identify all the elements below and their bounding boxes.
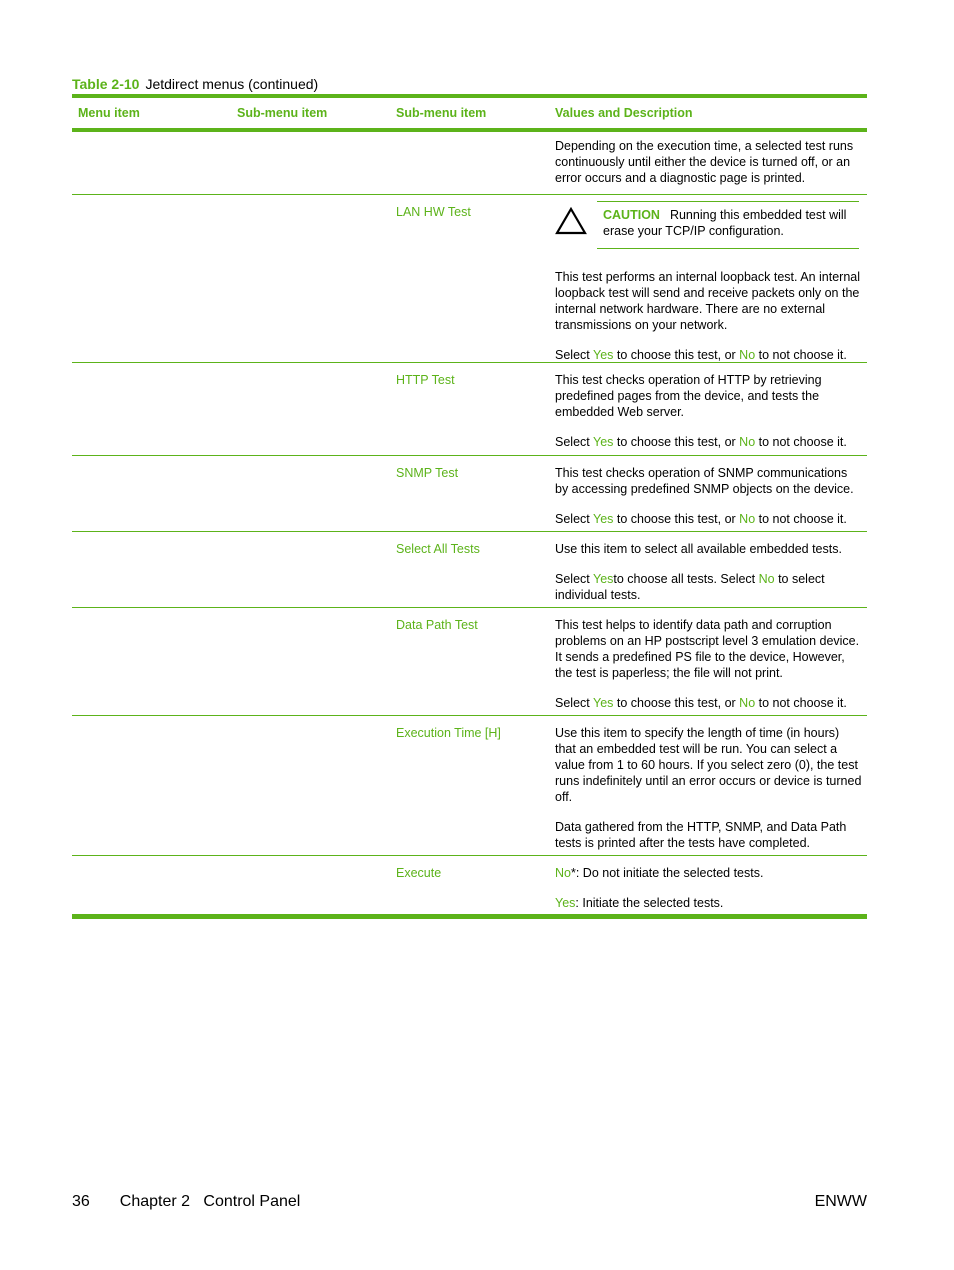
yes-option: Yes: [593, 696, 614, 710]
select-instruction: Select Yesto choose all tests. Select No to select individual tests.: [555, 572, 825, 602]
sub-menu-cell: [396, 132, 555, 194]
no-option: No: [739, 696, 756, 710]
description-text: Depending on the execution time, a selected test runs continuously until either the device is turned off, or an error occurs and a diagnostic page is printed.: [555, 139, 854, 185]
description-cell: [555, 608, 867, 715]
header-menu-item: Menu item: [78, 106, 140, 120]
caution-note: [555, 201, 863, 249]
description-text: This test performs an internal loopback test. An internal loopback test will send and receive packets only on the internal network hardware. There are no external transmissions on your network.: [555, 270, 861, 332]
select-instruction: Select Yes to choose this test, or No to not choose it.: [555, 512, 847, 526]
sub-menu-item-http-test: HTTP Test: [396, 373, 455, 387]
yes-option: Yes: [593, 348, 614, 362]
page-number: 36: [72, 1193, 90, 1210]
sub-menu-item-execution-time: Execution Time [H]: [396, 726, 501, 740]
page-footer: [72, 1192, 867, 1212]
table-row: [72, 132, 867, 195]
sub-menu-item-execute: Execute: [396, 866, 442, 880]
select-instruction: Select Yes to choose this test, or No to not choose it.: [555, 435, 847, 449]
no-option: No: [739, 348, 756, 362]
description-text: Use this item to specify the length of time (in hours) that an embedded test will be run. You can select a value from 1 to 60 hours. If you select zero (0), the test runs indefinitely until an error occurs or device is turned off.: [555, 726, 862, 804]
caution-text: Running this embedded test will erase your TCP/IP configuration.: [603, 208, 847, 238]
table-number: Table 2-10: [72, 76, 140, 92]
description-text: Data gathered from the HTTP, SNMP, and Data Path tests is printed after the tests have completed.: [555, 820, 847, 850]
table-row: [72, 716, 867, 856]
header-sub-menu-item-1: Sub-menu item: [237, 106, 328, 120]
table-row: [72, 856, 867, 914]
sub-menu-item-select-all-tests: Select All Tests: [396, 542, 480, 556]
table-header-row: [72, 98, 867, 128]
description-text: This test checks operation of HTTP by retrieving predefined pages from the device, and tests the embedded Web server.: [555, 373, 822, 419]
description-cell: [555, 132, 867, 194]
description-cell: [555, 856, 867, 914]
sub-menu-item-data-path-test: Data Path Test: [396, 618, 478, 632]
table-row: [72, 608, 867, 716]
table-caption: [72, 75, 318, 93]
table-bottom-rule: [72, 914, 867, 919]
warning-triangle-icon: [555, 201, 597, 249]
table-row: [72, 363, 867, 456]
caution-label: CAUTION: [603, 208, 660, 222]
no-option: No: [758, 572, 775, 586]
sub-menu-item-lan-hw-test: LAN HW Test: [396, 205, 471, 219]
caution-box: [597, 201, 859, 249]
table-title: Jetdirect menus (continued): [145, 76, 319, 92]
yes-option: Yes: [593, 512, 614, 526]
yes-option: Yes: [593, 435, 614, 449]
select-instruction: Select Yes to choose this test, or No to not choose it.: [555, 348, 847, 362]
description-cell: [555, 195, 867, 362]
table-row: [72, 532, 867, 608]
header-sub-menu-item-2: Sub-menu item: [396, 106, 487, 120]
description-text: Use this item to select all available embedded tests.: [555, 542, 842, 556]
description-cell: [555, 456, 867, 531]
select-instruction: Select Yes to choose this test, or No to not choose it.: [555, 696, 847, 710]
description-text: This test helps to identify data path and corruption problems on an HP postscript level 3 emulation device. It sends a predefined PS file to the device, However, the test is paperless; the file will not print.: [555, 618, 860, 680]
description-cell: [555, 716, 867, 855]
no-option: No: [739, 512, 756, 526]
header-values-description: Values and Description: [555, 106, 693, 120]
option-no: No*: Do not initiate the selected tests.: [555, 866, 764, 880]
description-cell: [555, 363, 867, 455]
table-row: [72, 456, 867, 532]
description-cell: [555, 532, 867, 607]
option-yes: Yes: Initiate the selected tests.: [555, 896, 724, 910]
description-text: This test checks operation of SNMP communications by accessing predefined SNMP objects on the device.: [555, 466, 854, 496]
yes-option: Yes: [593, 572, 614, 586]
no-option: No: [739, 435, 756, 449]
sub-menu-item-snmp-test: SNMP Test: [396, 466, 459, 480]
chapter-title: Chapter 2 Control Panel: [119, 1193, 301, 1210]
doc-code: ENWW: [814, 1193, 867, 1210]
table-row: [72, 195, 867, 363]
jetdirect-menus-table: [72, 94, 867, 919]
